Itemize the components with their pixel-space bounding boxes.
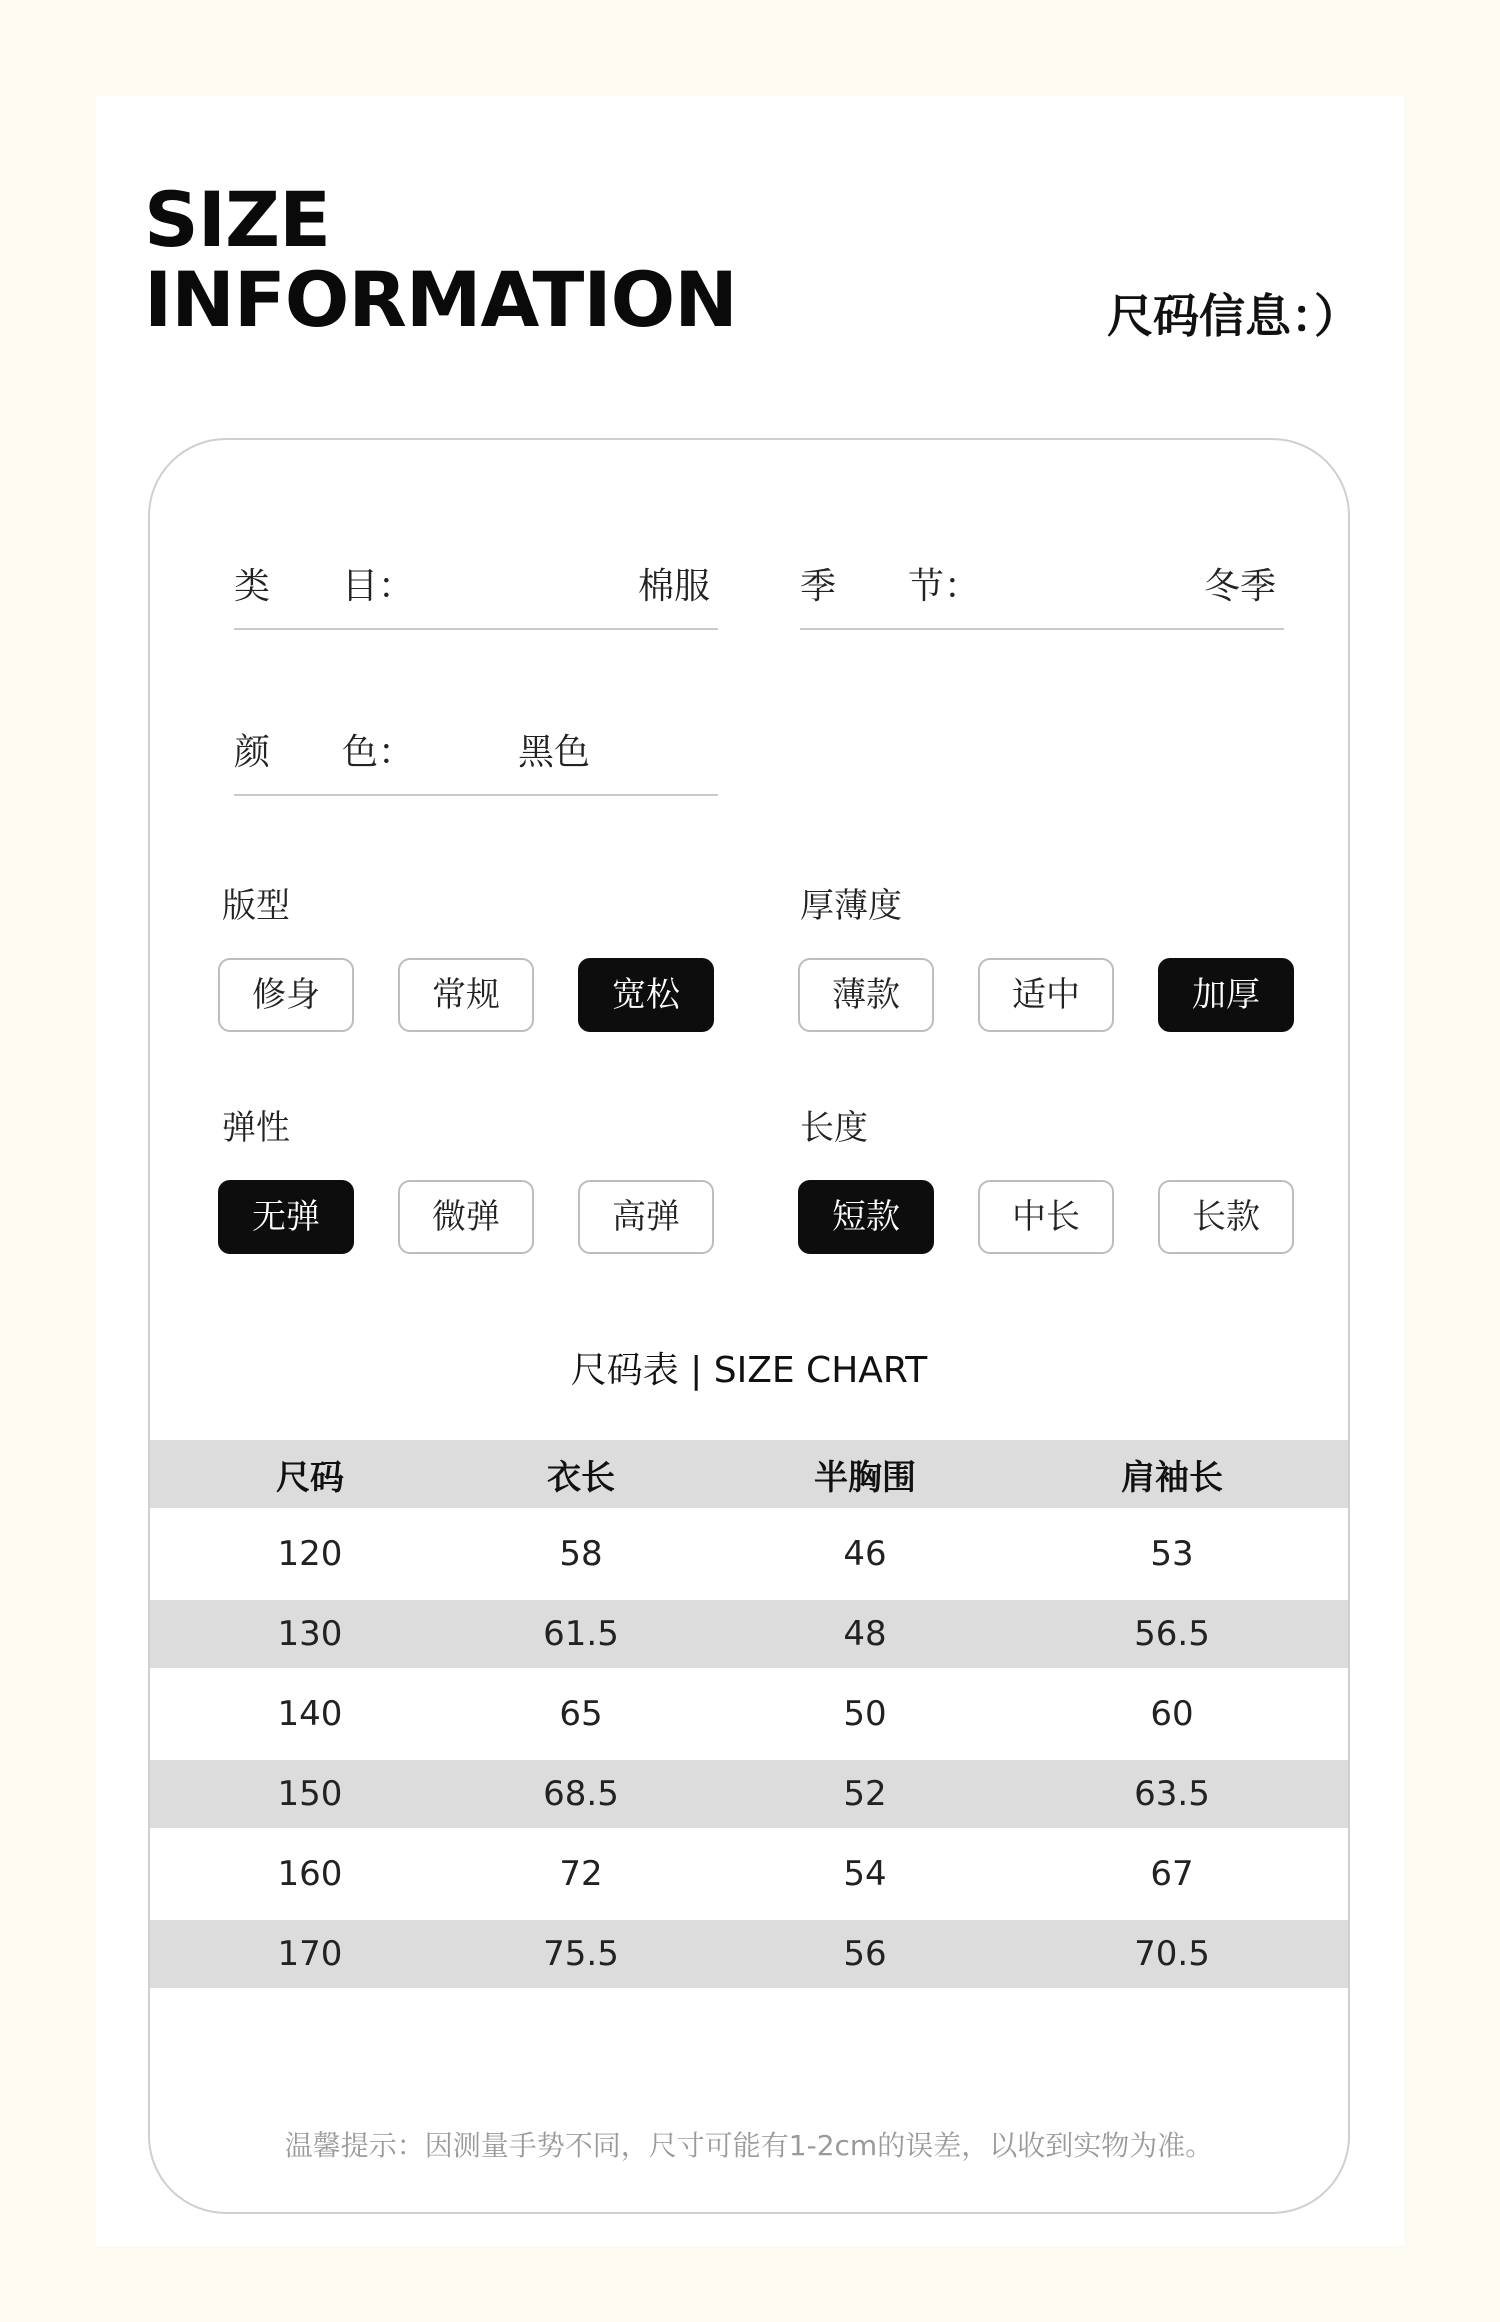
size-chart-title: 尺码表 | SIZE CHART [570,1350,928,1391]
season-value: 冬季 [1203,566,1276,607]
cell-sleeve: 53 [1150,1534,1194,1574]
color-value: 黑色 [518,732,591,773]
season-label: 季 节： [800,566,981,607]
length-option-mid[interactable]: 中长 [978,1180,1114,1254]
cell-size: 120 [277,1534,343,1574]
table-row [150,1668,1348,1760]
title-line-2: INFORMATION [144,255,737,344]
cell-length: 75.5 [543,1934,619,1974]
length-option-long[interactable]: 长款 [1158,1180,1294,1254]
fit-option-slim[interactable]: 修身 [218,958,354,1032]
header-length: 衣长 [547,1457,615,1498]
cell-length: 61.5 [543,1614,619,1654]
table-row [150,1828,1348,1920]
cell-sleeve: 63.5 [1134,1774,1210,1814]
cell-chest: 52 [843,1774,887,1814]
cell-chest: 54 [843,1854,887,1894]
cell-size: 170 [277,1934,343,1974]
header-size: 尺码 [276,1457,344,1498]
season-field [800,558,1284,630]
category-field [234,558,718,630]
thickness-option-medium[interactable]: 适中 [978,958,1114,1032]
category-value: 棉服 [637,566,710,607]
cell-size: 160 [277,1854,343,1894]
header-chest: 半胸围 [814,1457,916,1498]
thickness-option-thick[interactable]: 加厚 [1158,958,1294,1032]
cell-size: 150 [277,1774,343,1814]
table-header-row [150,1440,1348,1508]
fit-label: 版型 [222,886,290,926]
cell-sleeve: 60 [1150,1694,1194,1734]
cell-sleeve: 70.5 [1134,1934,1210,1974]
color-field [234,724,718,796]
thickness-label: 厚薄度 [800,886,902,926]
color-label: 颜 色： [234,732,415,773]
table-row [150,1760,1348,1828]
cell-length: 72 [559,1854,603,1894]
elastic-option-none[interactable]: 无弹 [218,1180,354,1254]
cell-chest: 46 [843,1534,887,1574]
header-sleeve: 肩袖长 [1121,1457,1223,1498]
table-row [150,1920,1348,1988]
length-label: 长度 [800,1108,868,1148]
cell-sleeve: 67 [1150,1854,1194,1894]
elastic-option-high[interactable]: 高弹 [578,1180,714,1254]
page-title [144,175,737,344]
title-line-1: SIZE [144,175,331,264]
fit-option-loose[interactable]: 宽松 [578,958,714,1032]
cell-sleeve: 56.5 [1134,1614,1210,1654]
fit-option-regular[interactable]: 常规 [398,958,534,1032]
elastic-option-slight[interactable]: 微弹 [398,1180,534,1254]
cell-length: 58 [559,1534,603,1574]
cell-size: 130 [277,1614,343,1654]
cell-chest: 56 [843,1934,887,1974]
table-row [150,1508,1348,1600]
title-cn: 尺码信息：） [1107,289,1360,343]
size-card [148,438,1350,2214]
size-table [150,1440,1348,1988]
elastic-label: 弹性 [222,1108,290,1148]
cell-chest: 48 [843,1614,887,1654]
cell-length: 65 [559,1694,603,1734]
table-row [150,1600,1348,1668]
category-label: 类 目： [234,566,415,607]
thickness-option-thin[interactable]: 薄款 [798,958,934,1032]
cell-size: 140 [277,1694,343,1734]
cell-chest: 50 [843,1694,887,1734]
measurement-note: 温馨提示：因测量手势不同，尺寸可能有1-2cm的误差，以收到实物为准。 [284,2129,1214,2162]
cell-length: 68.5 [543,1774,619,1814]
length-option-short[interactable]: 短款 [798,1180,934,1254]
